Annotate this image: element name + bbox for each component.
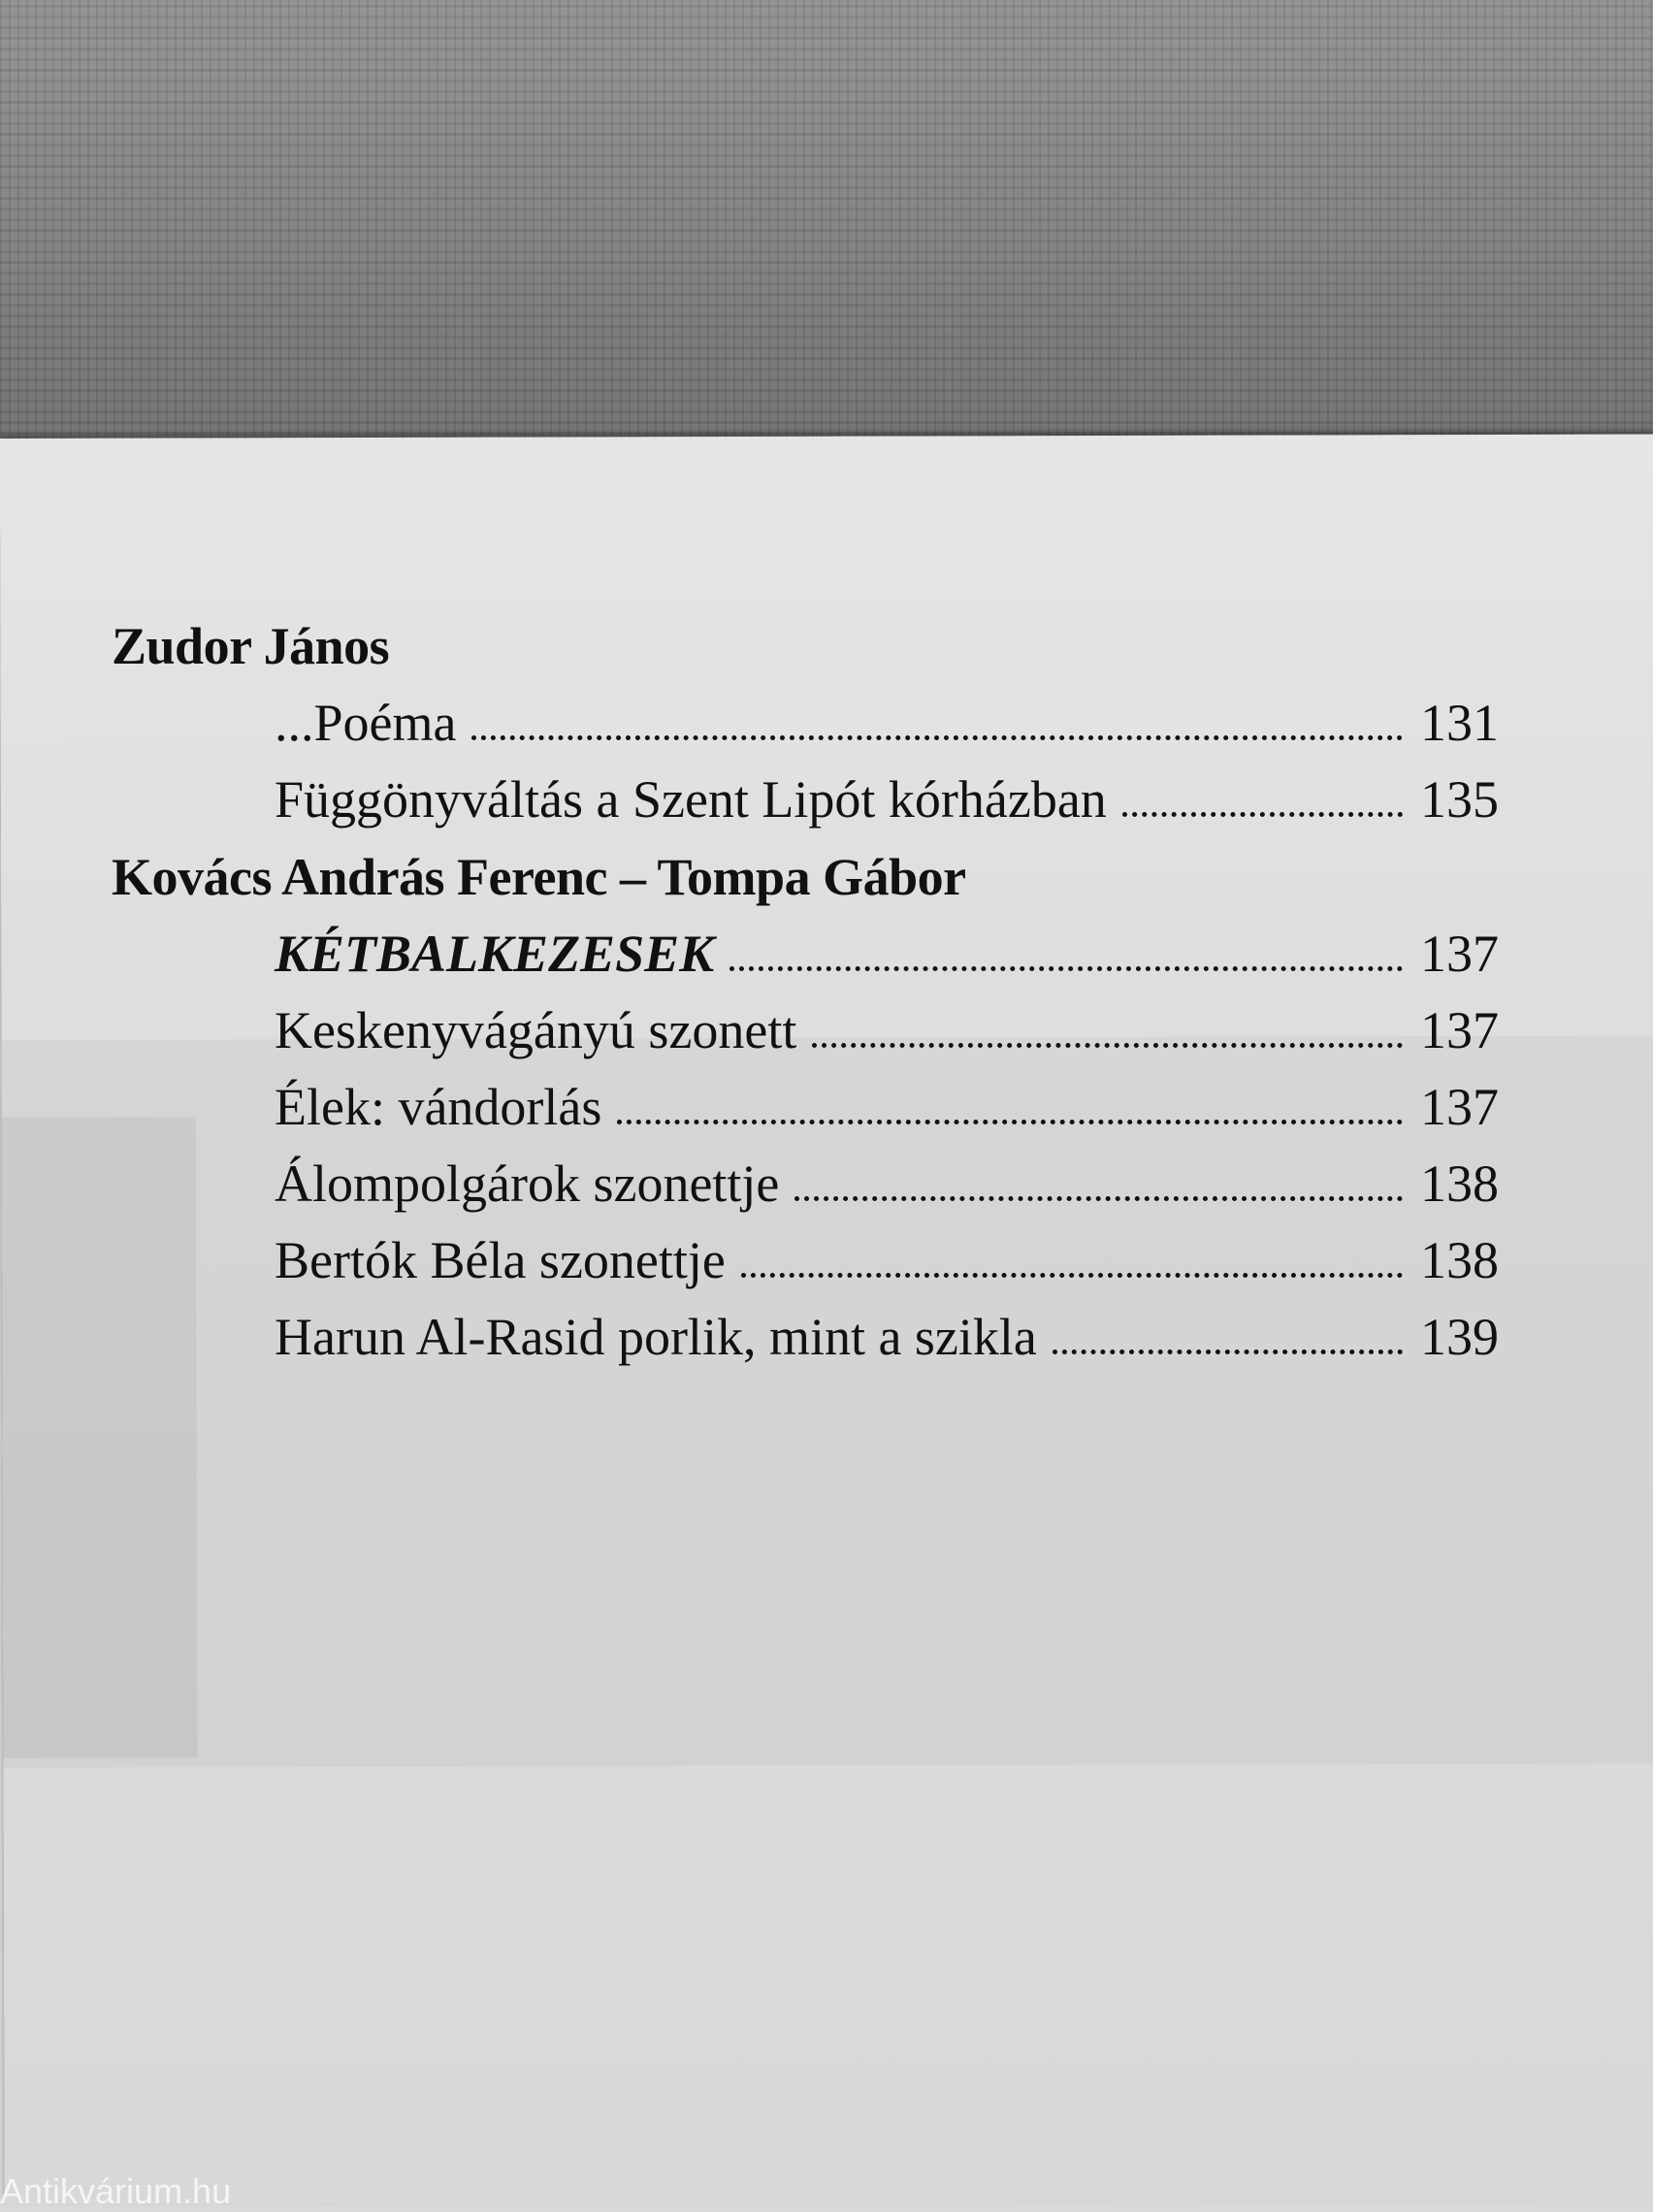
dot-leader <box>1053 1330 1403 1354</box>
toc-entry[interactable] <box>275 685 1499 762</box>
toc-entry[interactable] <box>275 1222 1499 1299</box>
toc-entry-page: 137 <box>1420 925 1499 983</box>
toc-entry-page: 139 <box>1420 1308 1499 1366</box>
toc-entry[interactable] <box>275 1069 1499 1146</box>
dot-leader <box>794 1177 1403 1201</box>
toc-entry-title: Álompolgárok szonettje <box>275 1155 780 1213</box>
toc-entry-page: 138 <box>1420 1231 1499 1289</box>
toc-entry-title: ...Poéma <box>275 694 457 752</box>
toc-entry[interactable] <box>275 1299 1499 1376</box>
dot-leader <box>471 716 1403 740</box>
dot-leader <box>741 1253 1403 1278</box>
toc-entry-title: Függönyváltás a Szent Lipót kórházban <box>275 770 1107 829</box>
toc-entry[interactable] <box>275 916 1499 992</box>
toc-entry-page: 138 <box>1420 1155 1499 1213</box>
toc-author: Zudor János <box>112 617 390 675</box>
toc-author: Kovács András Ferenc – Tompa Gábor <box>112 848 966 906</box>
table-of-contents <box>112 607 1499 1376</box>
dot-leader <box>617 1100 1403 1124</box>
toc-entry-page: 137 <box>1420 1001 1499 1059</box>
toc-entry-title: Harun Al-Rasid porlik, mint a szikla <box>275 1308 1037 1366</box>
toc-entry-page: 131 <box>1420 694 1499 752</box>
toc-entry-title: Bertók Béla szonettje <box>275 1231 726 1289</box>
toc-entry-title: Élek: vándorlás <box>275 1078 602 1136</box>
background-surface <box>0 0 1653 456</box>
dot-leader <box>1122 793 1403 817</box>
dot-leader <box>812 1024 1403 1048</box>
toc-entry[interactable] <box>275 992 1499 1069</box>
toc-entry[interactable] <box>275 762 1499 838</box>
dot-leader <box>729 947 1403 971</box>
watermark-text: Antikvárium.hu <box>0 2171 232 2211</box>
toc-entry-page: 135 <box>1420 770 1499 829</box>
toc-entry-title: Keskenyvágányú szonett <box>275 1001 797 1059</box>
toc-entry-title: KÉTBALKEZESEK <box>275 925 715 983</box>
toc-entry-page: 137 <box>1420 1078 1499 1136</box>
toc-entry[interactable] <box>275 1146 1499 1222</box>
